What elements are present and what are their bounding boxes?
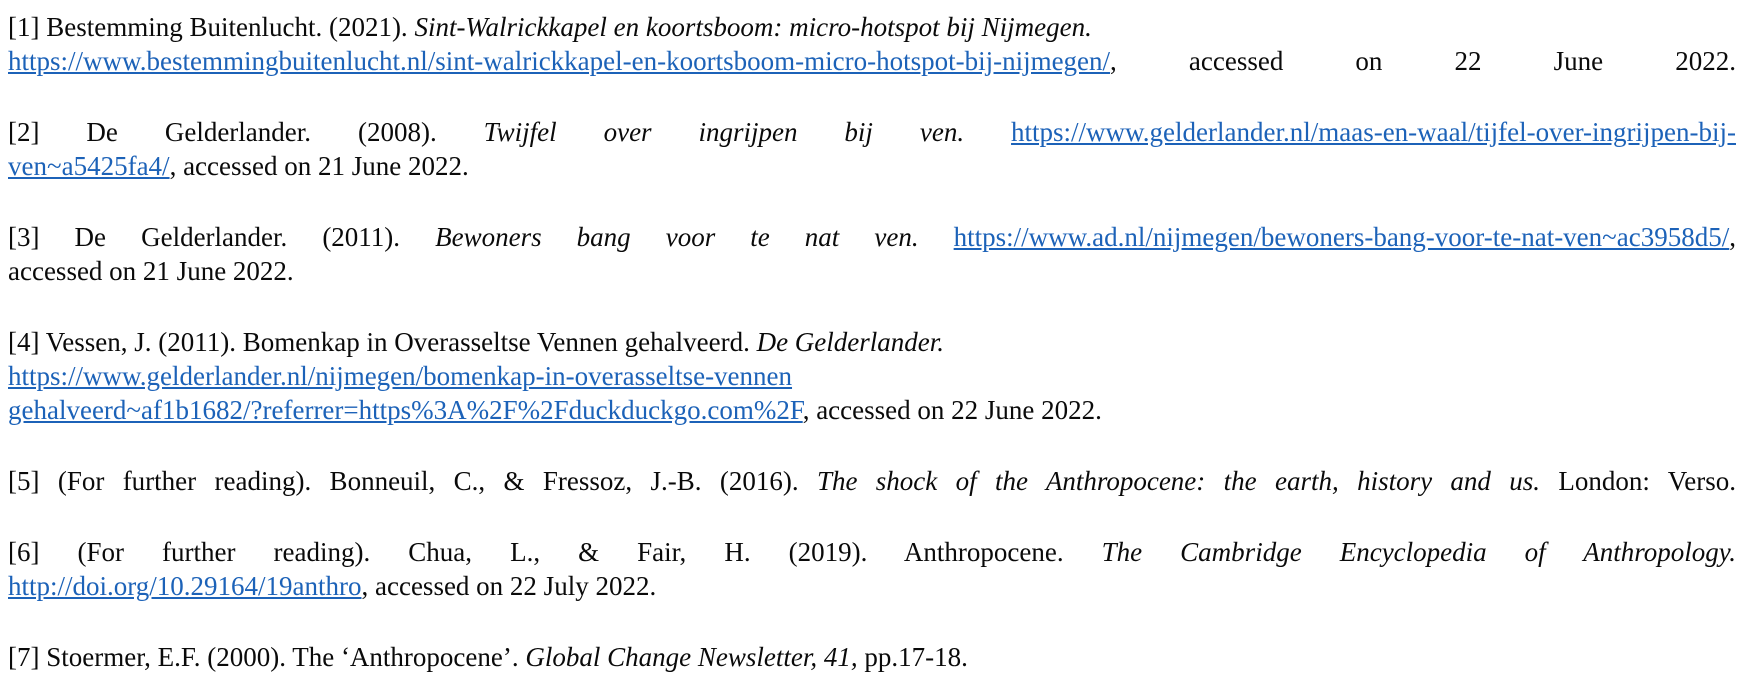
reference-text: [1] Bestemming Buitenlucht. (2021). xyxy=(8,12,415,42)
reference-link[interactable]: https://www.gelderlander.nl/nijmegen/bomenkap-in-overasseltse-vennen xyxy=(8,361,793,391)
reference-item xyxy=(8,464,1736,498)
reference-text: [3] De Gelderlander. (2011). xyxy=(8,222,436,252)
reference-line xyxy=(8,115,1736,149)
reference-title-text: Twijfel over ingrijpen bij ven. xyxy=(483,117,1012,147)
reference-title-text: The shock of the Anthropocene: the earth, history and us. xyxy=(816,466,1541,496)
reference-line xyxy=(8,10,1736,44)
reference-line xyxy=(8,220,1736,254)
reference-line xyxy=(8,464,1736,498)
reference-text: accessed on 21 June 2022. xyxy=(8,256,294,286)
reference-line xyxy=(8,325,1736,359)
reference-line xyxy=(8,149,1736,183)
reference-item xyxy=(8,535,1736,603)
reference-item xyxy=(8,115,1736,183)
reference-text: [5] (For further reading). Bonneuil, C., & Fressoz, J.-B. (2016). xyxy=(8,466,817,496)
reference-text: London: Verso. xyxy=(1540,466,1737,496)
reference-title-text: Bewoners bang voor te nat ven. xyxy=(435,222,954,252)
reference-text: pp.17-18. xyxy=(857,642,968,672)
reference-link[interactable]: https://www.bestemmingbuitenlucht.nl/sint-walrickkapel-en-koortsboom-micro-hotspot-bij-nijmegen/ xyxy=(8,46,1111,76)
references-list xyxy=(8,10,1736,674)
reference-line xyxy=(8,535,1736,569)
reference-text: [2] De Gelderlander. (2008). xyxy=(8,117,484,147)
reference-title-text: Global Change Newsletter, 41, xyxy=(525,642,858,672)
reference-item xyxy=(8,220,1736,288)
reference-title-text: Sint-Walrickkapel en koortsboom: micro-hotspot bij Nijmegen. xyxy=(414,12,1092,42)
reference-title-text: The Cambridge Encyclopedia of Anthropology. xyxy=(1101,537,1736,567)
reference-item xyxy=(8,325,1736,427)
reference-link[interactable]: https://www.gelderlander.nl/maas-en-waal/tijfel-over-ingrijpen-bij- xyxy=(1011,117,1736,147)
reference-text: , accessed on 22 July 2022. xyxy=(361,571,657,601)
reference-link[interactable]: gehalveerd~af1b1682/?referrer=https%3A%2F%2Fduckduckgo.com%2F xyxy=(8,395,803,425)
reference-text: , xyxy=(1729,222,1736,252)
reference-link[interactable]: https://www.ad.nl/nijmegen/bewoners-bang-voor-te-nat-ven~ac3958d5/ xyxy=(953,222,1730,252)
reference-item xyxy=(8,10,1736,78)
reference-line xyxy=(8,640,1736,674)
reference-text: [4] Vessen, J. (2011). Bomenkap in Overasseltse Vennen gehalveerd. xyxy=(8,327,757,357)
reference-text: [6] (For further reading). Chua, L., & Fair, H. (2019). Anthropocene. xyxy=(8,537,1102,567)
reference-link[interactable]: ven~a5425fa4/ xyxy=(8,151,170,181)
reference-line xyxy=(8,393,1736,427)
reference-link[interactable]: http://doi.org/10.29164/19anthro xyxy=(8,571,362,601)
reference-text: , accessed on 21 June 2022. xyxy=(169,151,469,181)
reference-line xyxy=(8,569,1736,603)
reference-line xyxy=(8,44,1736,78)
reference-line xyxy=(8,254,1736,288)
reference-text: [7] Stoermer, E.F. (2000). The ‘Anthropocene’. xyxy=(8,642,526,672)
reference-text: , accessed on 22 June 2022. xyxy=(1110,46,1736,76)
reference-text: , accessed on 22 June 2022. xyxy=(802,395,1102,425)
reference-line xyxy=(8,359,1736,393)
reference-title-text: De Gelderlander. xyxy=(756,327,945,357)
reference-item xyxy=(8,640,1736,674)
